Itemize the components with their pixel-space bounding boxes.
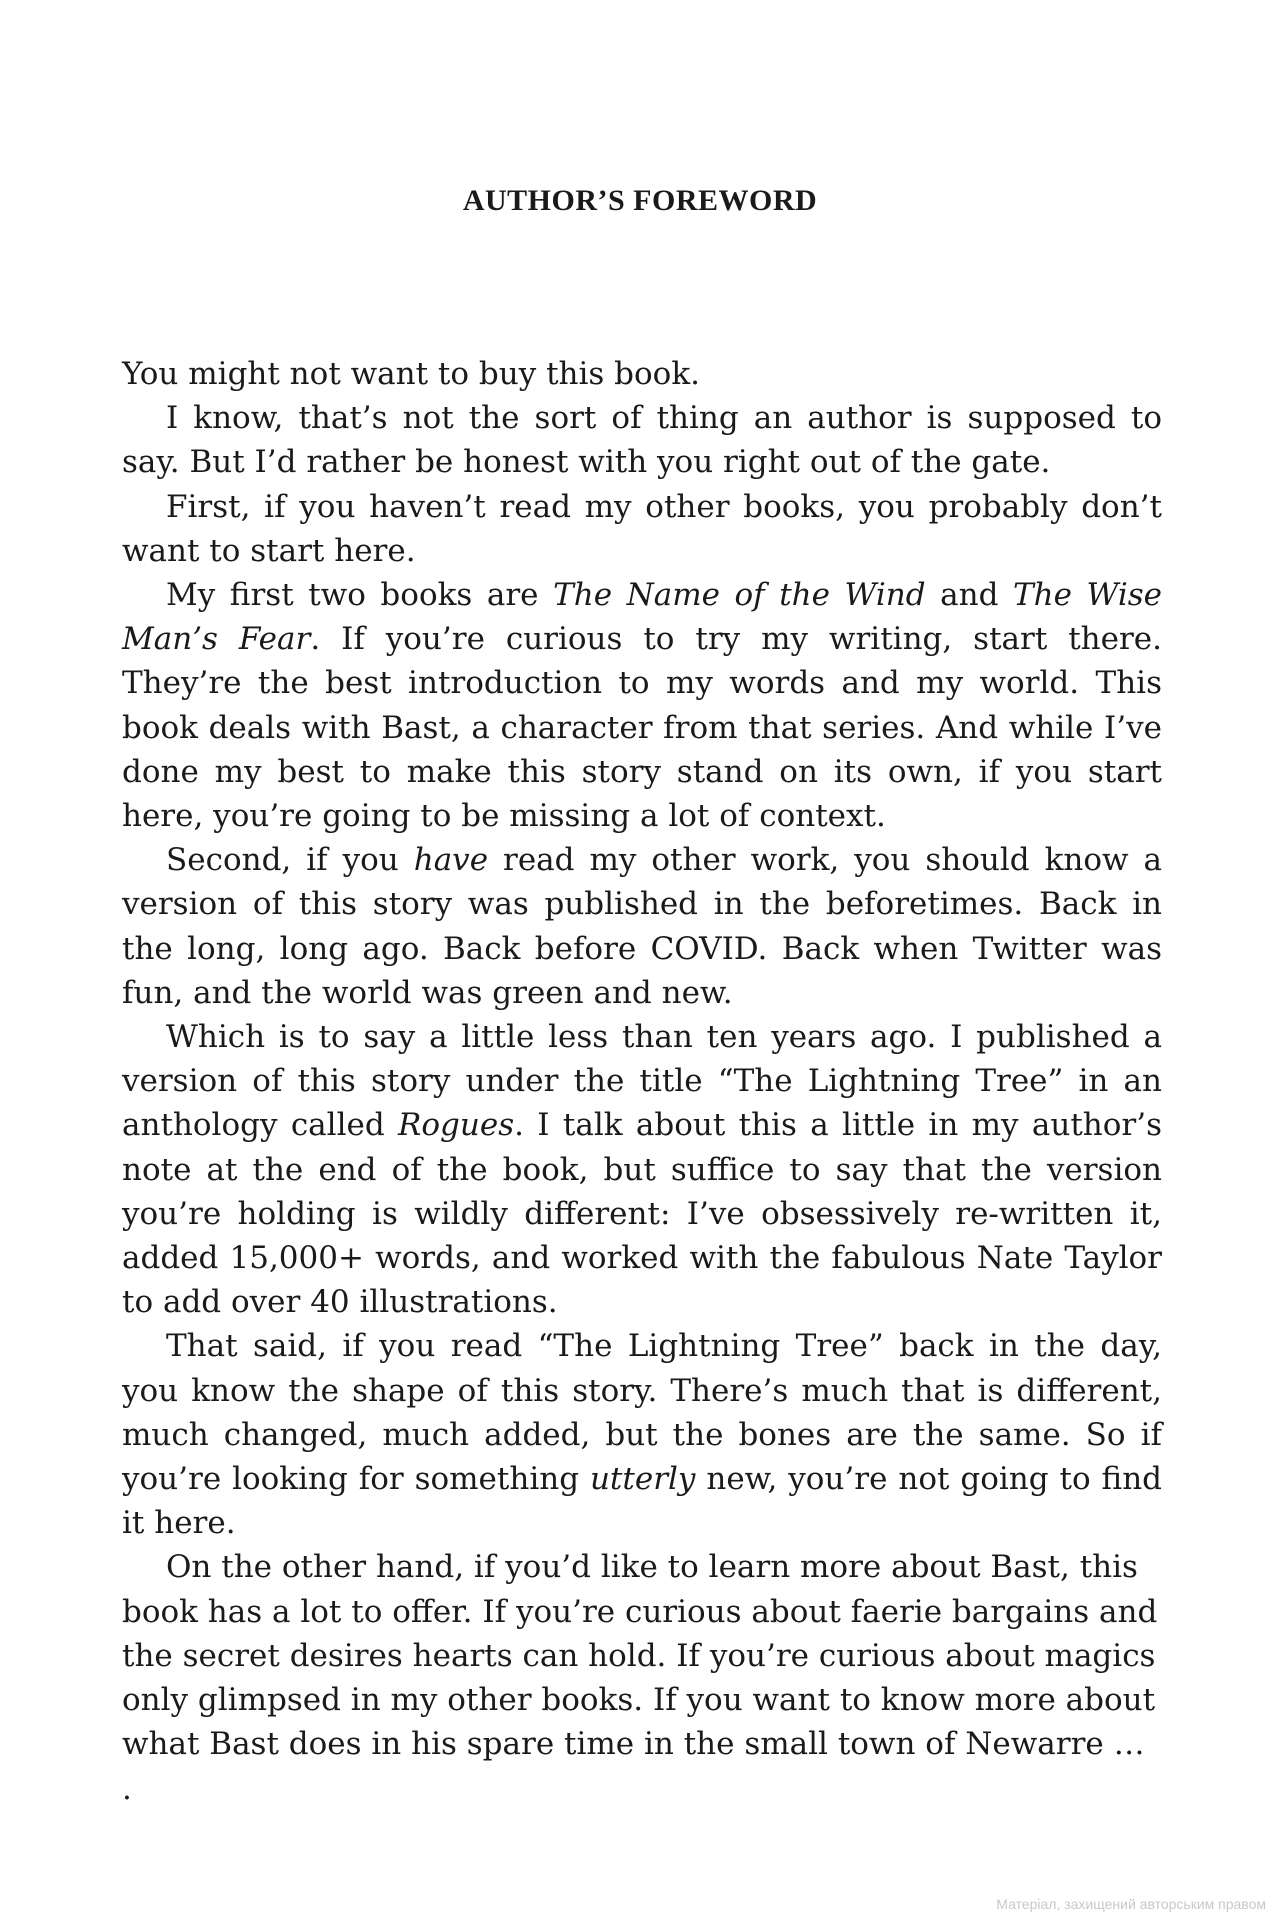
italic-text: have bbox=[413, 842, 489, 879]
text-run: new, you’re not going to find it here. bbox=[122, 1461, 1163, 1542]
foreword-body bbox=[122, 352, 1162, 1811]
copyright-watermark: Матеріал, захищений авторським правом bbox=[996, 1896, 1266, 1912]
foreword-paragraph bbox=[122, 352, 1162, 396]
text-run: You might not want to buy this book. bbox=[122, 356, 700, 392]
foreword-paragraph bbox=[122, 1545, 1162, 1810]
text-run: and bbox=[925, 577, 1013, 614]
text-run: That said, if you read “The Lightning Tree” back in the day, you know the shape of this story. There’s much that is different, much changed, much added, but the bones are the same. So if you’re looking for something bbox=[122, 1328, 1162, 1498]
text-run: On the other hand, if you’d like to learn more about Bast, this book has a lot to offer. If you’re curious about faerie bargains and the secret desires hearts can hold. If you’re curious about magics only glimpsed in my other books. If you want to know more about what Bast does in his spare time in the small town of Newarre … . bbox=[122, 1549, 1158, 1807]
foreword-paragraph bbox=[122, 485, 1162, 573]
foreword-paragraph bbox=[122, 573, 1162, 838]
page-title: AUTHOR’S FOREWORD bbox=[462, 184, 818, 217]
italic-text: Rogues bbox=[398, 1107, 515, 1144]
foreword-paragraph bbox=[122, 1324, 1162, 1545]
text-run: My first two books are bbox=[166, 577, 554, 614]
text-run: Second, if you bbox=[166, 842, 414, 879]
text-run: . I talk about this a little in my author’s note at the end of the book, but suffice to say that the version you’re holding is wildly different: I’ve obsessively re-written it, added 15,000+ words, and worked with the fabulous Nate Taylor to add over 40 illustrations. bbox=[122, 1107, 1162, 1321]
text-run: . If you’re curious to try my writing, start there. They’re the best introduction to my words and my world. This book deals with Bast, a character from that series. And while I’ve done my best to make this story stand on its own, if you start here, you’re going to be missing a lot of context. bbox=[122, 621, 1162, 835]
foreword-paragraph bbox=[122, 1015, 1162, 1324]
text-run: Which is to say a little less than ten years ago. I published a version of this story under the title “The Lightning Tree” in an anthology called bbox=[122, 1019, 1162, 1144]
text-run: read my other work, you should know a version of this story was published in the beforetimes. Back in the long, long ago. Back before COVID. Back when Twitter was fun, and the world was green and new. bbox=[122, 842, 1162, 1011]
foreword-paragraph bbox=[122, 396, 1162, 484]
text-run: First, if you haven’t read my other books, you probably don’t want to start here. bbox=[122, 488, 1162, 569]
foreword-paragraph bbox=[122, 838, 1162, 1015]
italic-text: The Name of the Wind bbox=[553, 577, 926, 614]
italic-text: utterly bbox=[589, 1461, 696, 1498]
text-run: I know, that’s not the sort of thing an author is supposed to say. But I’d rather be honest with you right out of the gate. bbox=[122, 400, 1162, 481]
italic-text: The Wise Man’s Fear bbox=[122, 577, 1162, 658]
